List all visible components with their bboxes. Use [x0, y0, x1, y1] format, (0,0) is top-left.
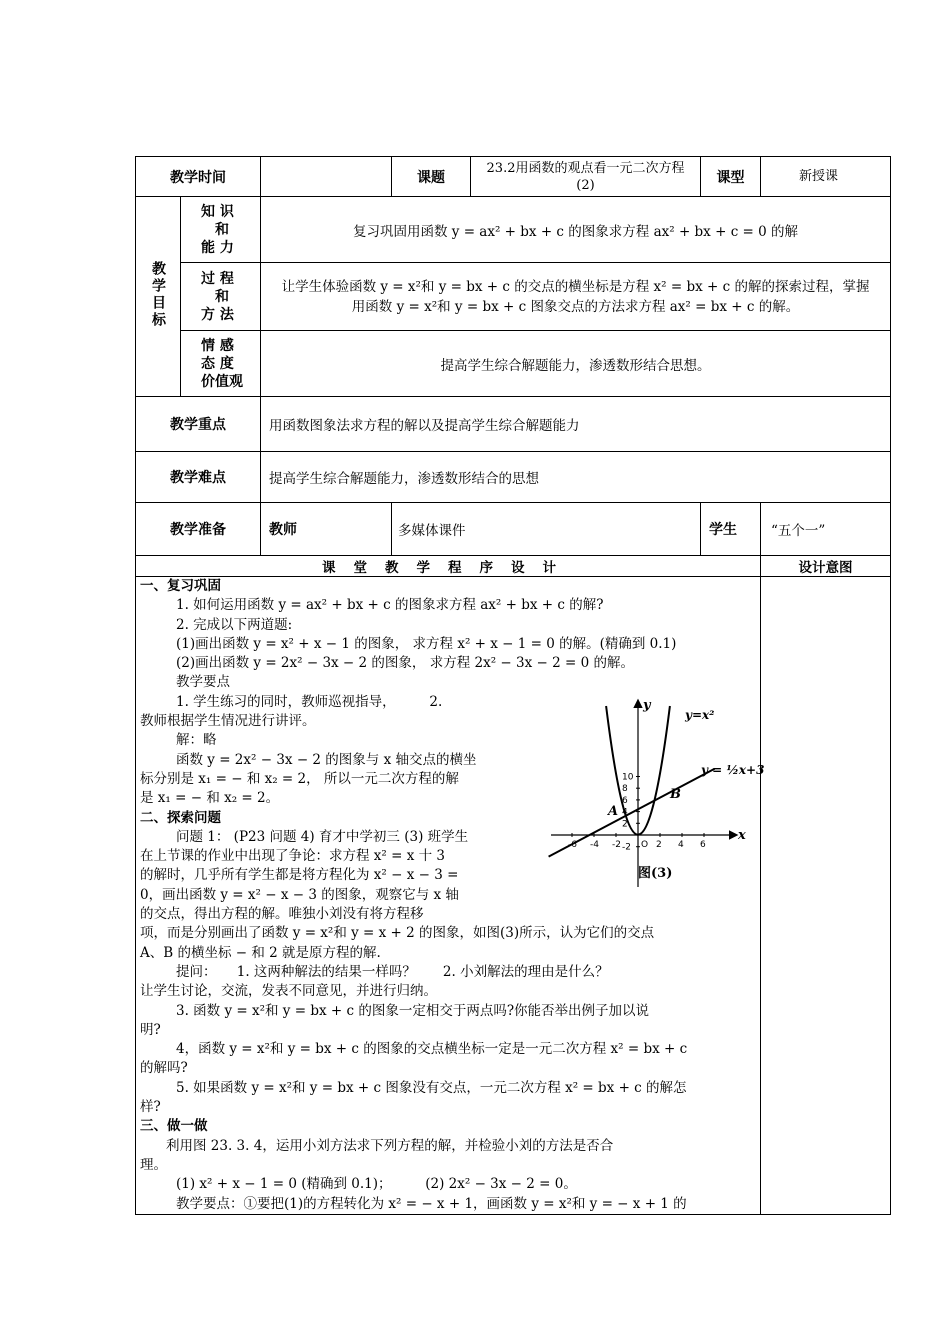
explore-p1: 问题 1： (P23 问题 4) 育才中学初三 (3) 班学生	[176, 828, 469, 845]
time-label: 教学时间	[136, 157, 261, 197]
section-review-title: 一、复习巩固	[140, 578, 221, 594]
x-axis-label: x	[738, 828, 746, 843]
explore-ask-2: 让学生讨论，交流，发表不同意见，并进行归纳。	[140, 983, 437, 1000]
explore-p4: 0，画出函数 y = x² − x − 3 的图象，观察它与 x 轴	[140, 886, 459, 903]
time-value	[261, 157, 392, 197]
review-q2: 2. 完成以下两道题:	[176, 616, 293, 633]
prep-student-value: “五个一”	[761, 503, 891, 556]
prep-teacher-label: 教师	[261, 503, 392, 556]
point-b-label: B	[670, 787, 681, 802]
goal-text-attitude: 提高学生综合解题能力，渗透数形结合思想。	[261, 331, 891, 397]
intent-header: 设计意图	[761, 556, 891, 577]
section-explore-title: 二、探索问题	[140, 809, 221, 826]
review-exp-3: 是 x₁ = − 和 x₂ = 2。	[140, 790, 280, 807]
key-point-text: 用函数图象法求方程的解以及提高学生综合解题能力	[261, 397, 891, 452]
line-label: y = ½x+3	[701, 763, 765, 777]
goal-text-knowledge: 复习巩固用函数 y = ax² + bx + c 的图象求方程 ax² + bx + c = 0 的解	[261, 197, 891, 263]
difficulty-text: 提高学生综合解题能力，渗透数形结合的思想	[261, 452, 891, 503]
prep-teacher-value: 多媒体课件	[392, 503, 701, 556]
practice-p1: 利用图 23. 3. 4，运用小刘方法求下列方程的解，并检验小刘的方法是否合	[166, 1137, 614, 1154]
review-q1: 1. 如何运用函数 y = ax² + bx + c 的图象求方程 ax² + bx + c 的解?	[176, 597, 604, 614]
topic-label: 课题	[392, 157, 471, 197]
explore-p7: A、B 的横坐标 − 和 2 就是原方程的解.	[140, 944, 381, 961]
point-a-label: A	[608, 804, 619, 819]
figure-caption: 图(3)	[638, 866, 673, 881]
x-tick-label: -4	[590, 840, 599, 850]
y-tick-label: 6	[622, 795, 628, 806]
x-tick-label: -2	[612, 840, 621, 850]
explore-p5: 的交点，得出方程的解。唯独小刘没有将方程移	[140, 906, 424, 923]
y-axis-label: y	[643, 698, 651, 713]
section-practice-title: 三、做一做	[140, 1118, 208, 1135]
difficulty-label: 教学难点	[136, 452, 261, 503]
review-points-2: 教师根据学生情况进行讲评。	[140, 713, 316, 730]
review-exp-2: 标分别是 x₁ = − 和 x₂ = 2， 所以一元二次方程的解	[140, 770, 459, 787]
explore-p6: 项，而是分别画出了函数 y = x²和 y = x + 2 的图象，如图(3)所示，认为它们的交点	[140, 925, 655, 942]
explore-q3-1: 3. 函数 y = x²和 y = bx + c 的图象一定相交于两点吗?你能否举出例子加以说	[176, 1002, 650, 1019]
review-points-title: 教学要点	[176, 674, 230, 691]
review-answer: 解：略	[176, 732, 217, 749]
y-tick-label: -2	[622, 842, 631, 853]
topic-value-line1: 23.2用函数的观点看一元二次方程	[486, 160, 685, 176]
explore-q4-1: 4，函数 y = x²和 y = bx + c 的图象的交点横坐标一定是一元二次方程 x² = bx + c	[176, 1041, 688, 1058]
explore-ask-1: 提问： 1. 这两种解法的结果一样吗？ 2. 小刘解法的理由是什么？	[176, 963, 609, 980]
review-points-1: 1. 学生练习的同时，教师巡视指导， 2.	[176, 693, 443, 710]
practice-points: 教学要点：①要把(1)的方程转化为 x² = − x + 1，画函数 y = x²和 y = − x + 1 的	[176, 1195, 687, 1212]
goal-label-process: 过 程 和 方 法	[181, 263, 261, 331]
practice-p2: 理。	[140, 1156, 167, 1173]
curve-label: y=x²	[685, 708, 715, 722]
explore-p3: 的解时，几乎所有学生都是将方程化为 x² − x − 3 =	[140, 867, 459, 884]
x-tick-label: 6	[700, 840, 706, 850]
type-label: 课型	[701, 157, 761, 197]
explore-q3-2: 明?	[140, 1021, 161, 1038]
goal-label-knowledge: 知 识 和 能 力	[181, 197, 261, 263]
explore-q4-2: 的解吗?	[140, 1060, 188, 1077]
goal-label-attitude: 情 感 态 度 价值观	[181, 331, 261, 397]
goals-label-cell	[136, 197, 181, 397]
y-tick-label: 4	[622, 807, 628, 818]
explore-q5-2: 样?	[140, 1099, 161, 1116]
prep-student-label: 学生	[701, 503, 761, 556]
y-tick-label: 2	[622, 819, 628, 830]
origin-label: O	[641, 840, 649, 850]
topic-value	[471, 157, 701, 197]
y-tick-label: 10	[622, 772, 634, 783]
procedure-body	[136, 577, 765, 1215]
x-tick-label: 2	[656, 840, 662, 850]
explore-q5-1: 5. 如果函数 y = x²和 y = bx + c 图象没有交点，一元二次方程 x² = bx + c 的解怎	[176, 1079, 687, 1096]
type-value: 新授课	[761, 157, 891, 197]
goal-text-process: 让学生体验函数 y = x²和 y = bx + c 的交点的横坐标是方程 x² = bx + c 的解的探索过程，掌握用函数 y = x²和 y = bx + c 图象交点的方法求方程 ax² = bx + c 的解。	[261, 263, 891, 331]
x-tick-label: 4	[678, 840, 684, 850]
lesson-plan-table	[135, 156, 891, 1215]
goals-label: 教学目标	[150, 260, 166, 329]
y-tick-label: 8	[622, 784, 628, 795]
x-tick-label: -6	[568, 840, 577, 850]
review-exp-1: 函数 y = 2x² − 3x − 2 的图象与 x 轴交点的横坐	[176, 751, 477, 768]
key-point-label: 教学重点	[136, 397, 261, 452]
review-q2b: (2)画出函数 y = 2x² − 3x − 2 的图象， 求方程 2x² − 3x − 2 = 0 的解。	[176, 655, 634, 672]
prep-label: 教学准备	[136, 503, 261, 556]
procedure-header: 课堂教学程序设计	[136, 556, 761, 577]
explore-p2: 在上节课的作业中出现了争论：求方程 x² = x 十 3	[140, 848, 445, 865]
review-q2a: (1)画出函数 y = x² + x − 1 的图象， 求方程 x² + x − 1 = 0 的解。(精确到 0.1)	[176, 635, 677, 652]
practice-eq: (1) x² + x − 1 = 0 (精确到 0.1)； (2) 2x² − 3x − 2 = 0。	[176, 1176, 577, 1193]
figure-3-graph	[546, 697, 786, 902]
topic-value-line2: (2)	[576, 177, 595, 193]
